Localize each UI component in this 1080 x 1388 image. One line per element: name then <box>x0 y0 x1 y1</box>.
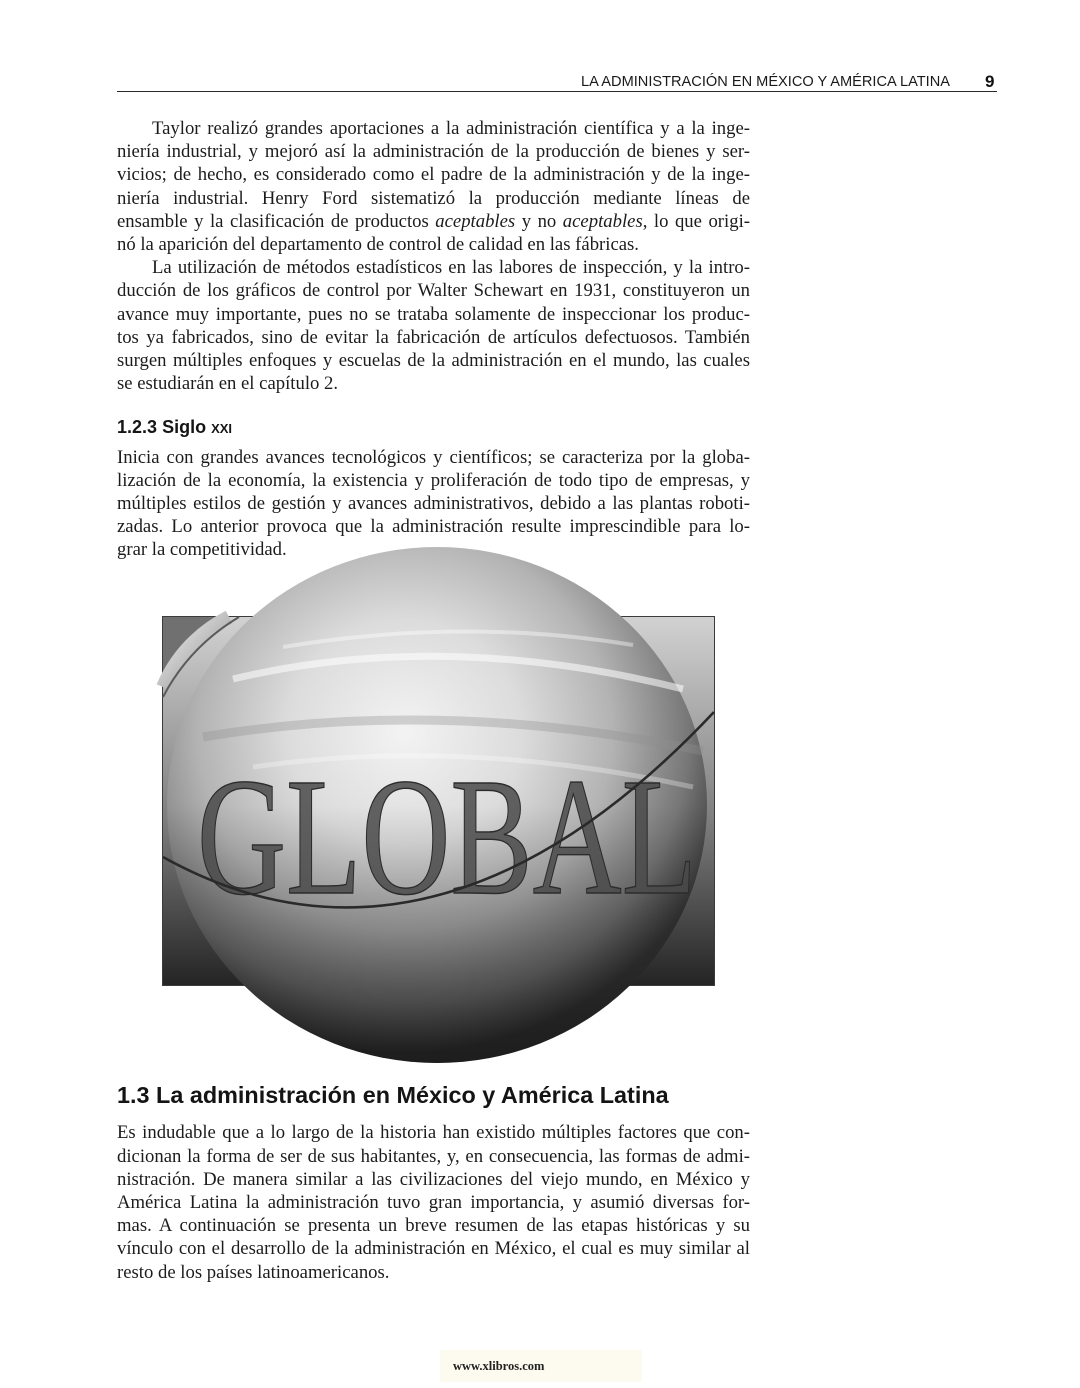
text-line: Es indudable que a lo largo de la historia han existido múltiples factores que con- <box>117 1122 750 1144</box>
text-line: resto de los países latinoamericanos. <box>117 1261 390 1283</box>
text-run: , lo que origi- <box>642 210 750 232</box>
text-line: se estudiarán en el capítulo 2. <box>117 373 339 395</box>
text-line: vínculo con el desarrollo de la administración en México, el cual es muy similar al <box>117 1238 750 1260</box>
italic-term: aceptables <box>562 210 643 232</box>
text-line: La utilización de métodos estadísticos en las labores de inspección, y la intro- <box>152 257 750 279</box>
paragraph-siglo-xxi <box>117 446 750 561</box>
section-number: 1.2.3 <box>117 417 158 437</box>
text-line: tos ya fabricados, sino de evitar la fabricación de artículos defectuosos. También <box>117 326 750 348</box>
section-heading-1-3 <box>117 1080 669 1110</box>
text-line: dicionan la forma de ser de sus habitantes, y, en consecuencia, las formas de admi- <box>117 1145 750 1167</box>
text-line: Taylor realizó grandes aportaciones a la administración científica y a la inge- <box>152 118 750 139</box>
body-text-mexico <box>117 1121 750 1283</box>
text-line: nó la aparición del departamento de control de calidad en las fábricas. <box>117 233 639 255</box>
text-line: avance muy importante, pues no se trataba solamente de inspeccionar los produc- <box>117 303 750 325</box>
section-number: 1.3 <box>117 1082 150 1108</box>
section-century: XXI <box>211 421 233 436</box>
text-line: lización de la economía, la existencia y proliferación de todo tipo de empresas, y <box>117 469 750 491</box>
footer-website: www.xlibros.com <box>453 1359 545 1373</box>
text-line: vicios; de hecho, es considerado como el padre de la administración y de la inge- <box>117 164 750 186</box>
section-heading-1-2-3 <box>117 416 232 438</box>
text-line: múltiples estilos de gestión y avances administrativos, debido a las plantas roboti- <box>117 492 750 514</box>
page-number: 9 <box>985 72 995 91</box>
text-line: niería industrial, y mejoró así la administración de la producción de bienes y ser- <box>117 141 750 163</box>
body-text-siglo-xxi <box>117 446 750 561</box>
text-line: niería industrial. Henry Ford sistematizó la producción mediante líneas de <box>117 187 750 209</box>
header-rule <box>117 91 997 92</box>
text-line: grar la competitividad. <box>117 538 287 560</box>
text-line: mas. A continuación se presenta un breve resumen de las etapas históricas y su <box>117 1215 750 1237</box>
text-run: ensamble y la clasificación de productos <box>117 210 436 232</box>
globe-illustration <box>163 617 714 985</box>
text-line: nistración. De manera similar a las civilizaciones del viejo mundo, en México y <box>117 1168 750 1190</box>
text-line <box>117 210 750 233</box>
paragraph-statistical-methods <box>117 256 750 395</box>
text-line: Inicia con grandes avances tecnológicos y científicos; se caracteriza por la globa- <box>117 446 750 468</box>
body-text-upper <box>117 117 750 395</box>
globe-figure <box>162 616 715 986</box>
section-title: La administración en México y América Latina <box>156 1082 669 1108</box>
section-title: Siglo <box>162 417 207 437</box>
globe-lettering: GLOBAL <box>197 744 697 930</box>
text-line: zadas. Lo anterior provoca que la administración resulte imprescindible para lo- <box>117 515 750 537</box>
paragraph-taylor-ford <box>117 117 750 256</box>
paragraph-mexico-latin-america <box>117 1121 750 1283</box>
running-header-title: LA ADMINISTRACIÓN EN MÉXICO Y AMÉRICA LATINA <box>581 74 950 90</box>
text-line: América Latina la administración tuvo gran importancia, y asumió diversas for- <box>117 1191 750 1213</box>
text-line: ducción de los gráficos de control por Walter Schewart en 1931, constituyeron un <box>117 280 750 302</box>
italic-term: aceptables <box>435 210 516 232</box>
text-line: surgen múltiples enfoques y escuelas de la administración en el mundo, las cuales <box>117 349 750 371</box>
text-run: y no <box>515 210 563 232</box>
